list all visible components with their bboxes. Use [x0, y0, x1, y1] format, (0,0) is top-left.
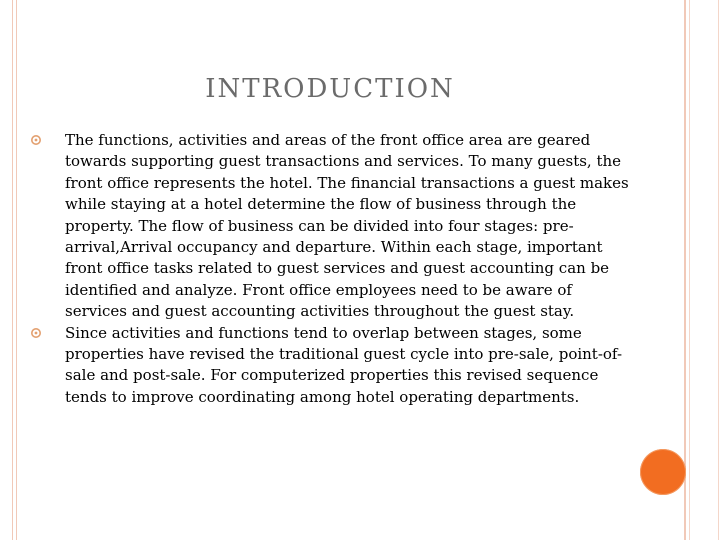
- bullet-text: Since activities and functions tend to overlap between stages, some properties have revised the traditional guest cycle into pre-sale, point-of-sale and post-sale. For computerized properties this revised sequence tends to improve coordinating among hotel operating departments.: [65, 323, 623, 406]
- bullet-list: [30, 130, 630, 408]
- orange-circle-icon: [640, 449, 686, 495]
- right-frame-band: [684, 0, 720, 540]
- ring-bullet-icon: [30, 327, 42, 339]
- slide-title: INTRODUCTION: [205, 74, 455, 104]
- bullet-item: [30, 323, 630, 409]
- ring-bullet-icon: [30, 134, 42, 146]
- bullet-text: The functions, activities and areas of the front office area are geared towards supporting guest transactions and services. To many guests, the front office represents the hotel. The financial transactions a guest makes while staying at a hotel determine the flow of business through the property. The flow of business can be divided into four stages: pre-arrival,Arrival occupancy and departure. Within each stage, important front office tasks related to guest services and guest accounting can be identified and analyze. Front office employees need to be aware of services and guest accounting activities throughout the guest stay.: [65, 131, 629, 321]
- bullet-item: [30, 130, 630, 323]
